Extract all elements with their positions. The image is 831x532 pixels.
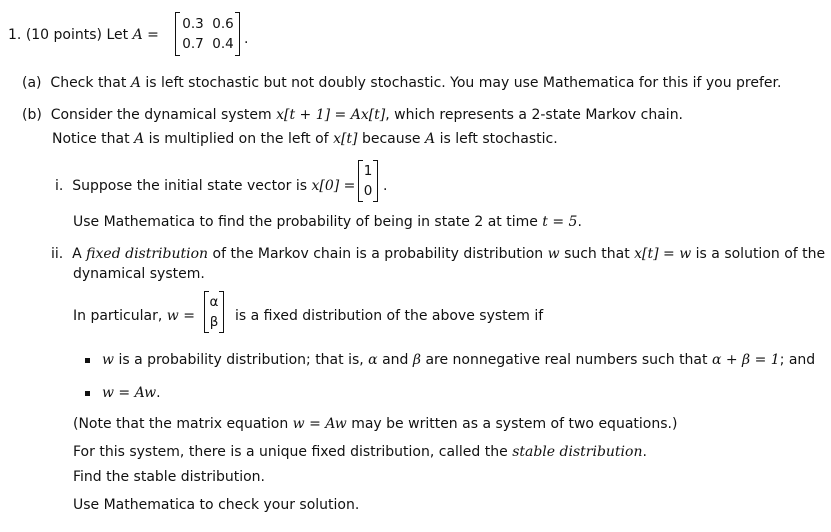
bullet-1-end: ; and	[779, 352, 816, 368]
part-b-line1	[22, 106, 683, 124]
check-line: Use Mathematica to check your solution.	[73, 497, 360, 513]
sub-ii-particular	[73, 307, 195, 325]
sub-ii-text-c: such that	[564, 246, 630, 262]
sub-i-task-end: .	[577, 214, 582, 230]
part-b-notice-var: A	[134, 131, 145, 147]
stable-line	[73, 443, 647, 461]
matrix-cell-12: 0.6	[212, 16, 234, 32]
problem-points: (10 points)	[25, 27, 102, 43]
part-b-text-pre: Consider the dynamical system	[50, 107, 272, 123]
sub-ii-w: w	[547, 246, 560, 262]
part-a-text-post: is left stochastic but not doubly stochastic. You may use Mathematica for this if you prefer.	[145, 75, 782, 91]
part-b-notice-mid: is multiplied on the left of	[148, 131, 329, 147]
sub-ii-line2: dynamical system.	[73, 266, 205, 282]
equals-sign: =	[147, 27, 159, 43]
sub-i-task: Use Mathematica to find the probability of being in state 2 at time	[73, 214, 538, 230]
bullet-1-text-a: is a probability distribution; that is,	[118, 352, 364, 368]
sub-i-label: i.	[55, 178, 64, 194]
bullet-2-marker	[85, 391, 90, 396]
vector-cell-1: 1	[363, 163, 373, 179]
note-eq: w = Aw	[292, 416, 347, 432]
part-b-system-eq: x[t + 1] = Ax[t]	[276, 107, 386, 123]
vector-cell-2: 0	[363, 183, 373, 199]
stable-end: .	[642, 444, 647, 460]
matrix-period: .	[244, 31, 249, 47]
bullet-1-beta: β	[412, 352, 421, 368]
sub-i-line1	[55, 177, 355, 195]
fixed-distribution-vector	[204, 291, 224, 333]
matrix-name: A	[132, 27, 143, 43]
bullet-1-and: and	[382, 352, 409, 368]
matrix-cell-21: 0.7	[182, 36, 204, 52]
particular-eq: w =	[166, 308, 195, 324]
sub-ii-text-b: of the Markov chain is a probability distribution	[212, 246, 544, 262]
particular-post: is a fixed distribution of the above system if	[235, 308, 544, 324]
part-b-notice-end: is left stochastic.	[439, 131, 558, 147]
bullet-2-end: .	[156, 385, 161, 401]
bullet-2-eq: w = Aw	[102, 385, 157, 401]
sub-ii-line1	[51, 245, 825, 263]
problem-intro: Let	[106, 27, 129, 43]
part-a-text-pre: Check that	[50, 75, 127, 91]
part-b-notice-because: because	[361, 131, 421, 147]
matrix-right-bracket	[235, 12, 240, 56]
sub-i-period: .	[383, 178, 388, 194]
note-line	[73, 415, 677, 433]
bullet-1-text-b: are nonnegative real numbers such that	[425, 352, 708, 368]
note-pre: (Note that the matrix equation	[73, 416, 289, 432]
sub-ii-a: A	[72, 246, 82, 262]
part-b-notice-var2: A	[424, 131, 436, 147]
matrix-cell-11: 0.3	[182, 16, 204, 32]
part-b-line2	[52, 130, 558, 148]
sub-ii-eq: x[t] = w	[634, 246, 692, 262]
problem-header	[8, 26, 159, 44]
matrix-a	[175, 12, 240, 56]
part-b-notice-x: x[t]	[333, 131, 358, 147]
part-a-var: A	[130, 75, 141, 91]
part-b-label: (b)	[22, 107, 42, 123]
part-a	[22, 74, 781, 92]
vector-alpha: α	[209, 294, 219, 310]
note-post: may be written as a system of two equations.)	[351, 416, 678, 432]
bullet-1-alpha: α	[368, 352, 378, 368]
matrix-cell-22: 0.4	[212, 36, 234, 52]
stable-pre: For this system, there is a unique fixed distribution, called the	[73, 444, 508, 460]
sub-i-line2	[73, 213, 582, 231]
stable-term: stable distribution	[512, 444, 643, 460]
matrix-left-bracket	[175, 12, 180, 56]
part-b-notice-pre: Notice that	[52, 131, 130, 147]
particular-pre: In particular,	[73, 308, 163, 324]
problem-number: 1.	[8, 27, 22, 43]
vector-beta: β	[209, 314, 219, 330]
sub-ii-fixed-term: fixed distribution	[86, 246, 209, 262]
initial-state-vector	[358, 160, 378, 202]
sub-i-time-eq: t = 5	[542, 214, 578, 230]
part-a-label: (a)	[22, 75, 42, 91]
sub-ii-label: ii.	[51, 246, 64, 262]
sub-i-text-pre: Suppose the initial state vector is	[72, 178, 308, 194]
bullet-1	[102, 351, 815, 369]
sub-ii-text-d: is a solution of the	[695, 246, 826, 262]
part-b-text-post: , which represents a 2-state Markov chain.	[385, 107, 684, 123]
sub-i-eq: x[0] =	[311, 178, 356, 194]
bullet-2	[102, 384, 161, 402]
bullet-1-marker	[85, 358, 90, 363]
find-line: Find the stable distribution.	[73, 469, 265, 485]
bullet-1-eq: α + β = 1	[711, 352, 780, 368]
bullet-1-w: w	[102, 352, 114, 368]
